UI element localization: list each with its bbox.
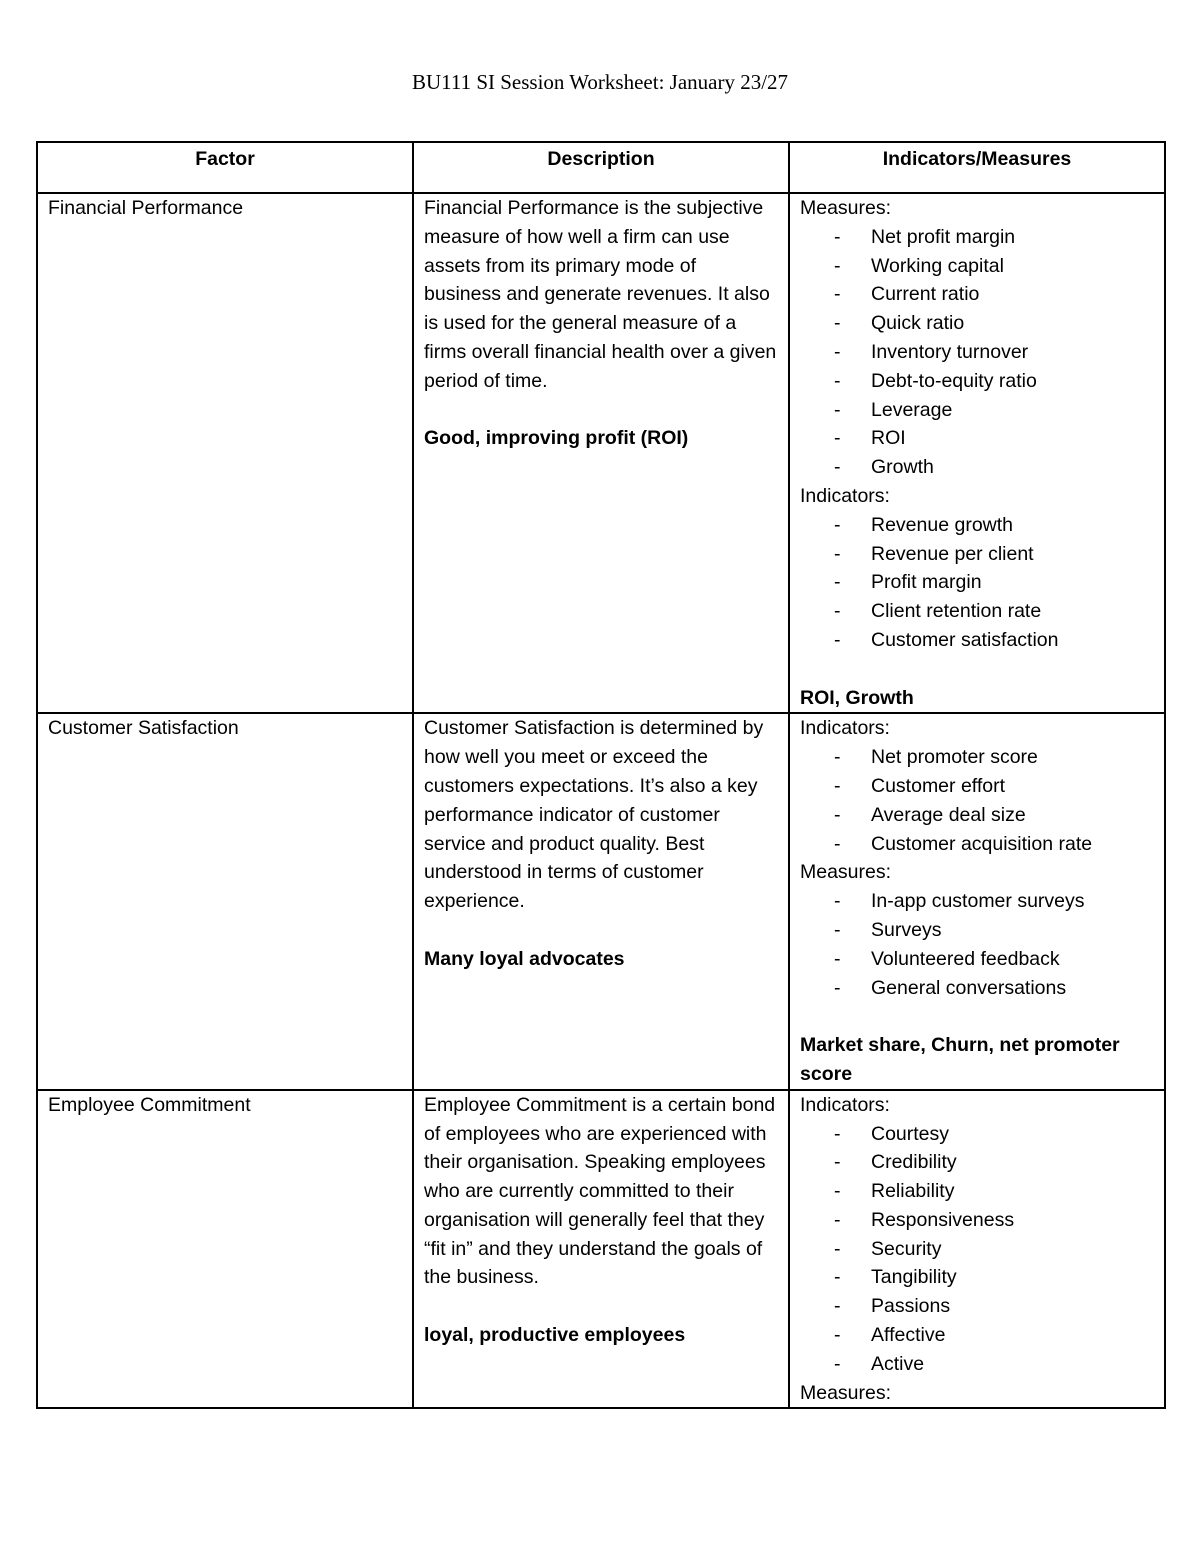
list-item: [800, 772, 1154, 801]
list-item-text: Revenue growth: [871, 513, 1014, 536]
list-item-text: Surveys: [871, 918, 942, 941]
list-item-text: Active: [871, 1352, 925, 1375]
dash-bullet-icon: -: [834, 1122, 841, 1145]
dash-bullet-icon: -: [834, 976, 841, 999]
list-item: [800, 1120, 1154, 1149]
list-item-text: Inventory turnover: [871, 340, 1029, 363]
factor-cell: [37, 713, 413, 1089]
list-item-text: Net promoter score: [871, 746, 1038, 769]
dash-bullet-icon: -: [834, 369, 841, 392]
dash-bullet-icon: -: [834, 1151, 841, 1174]
column-header-factor: Factor: [37, 142, 413, 193]
list-item: [800, 1350, 1154, 1379]
bullet-list: [800, 511, 1154, 655]
list-item-text: Revenue per client: [871, 542, 1034, 565]
list-item: [800, 338, 1154, 367]
table-row: [37, 1090, 1165, 1409]
column-header-description: Description: [413, 142, 789, 193]
list-item-text: Client retention rate: [871, 600, 1042, 623]
description-summary: loyal, productive employees: [424, 1324, 686, 1347]
dash-bullet-icon: -: [834, 254, 841, 277]
section-heading: Indicators:: [800, 484, 890, 507]
list-item: [800, 945, 1154, 974]
indicators-measures-cell: [789, 193, 1165, 713]
list-item-text: Customer acquisition rate: [871, 832, 1093, 855]
section-heading: Measures:: [800, 197, 892, 219]
factor-label: Financial Performance: [48, 197, 244, 219]
list-item: [800, 597, 1154, 626]
description-summary: Many loyal advocates: [424, 947, 625, 970]
list-item-text: Quick ratio: [871, 312, 965, 335]
list-item-text: In-app customer surveys: [871, 890, 1085, 913]
indicators-summary: Market share, Churn, net promoter score: [800, 1034, 1120, 1085]
dash-bullet-icon: -: [834, 803, 841, 826]
column-header-indicators-measures: Indicators/Measures: [789, 142, 1165, 193]
description-text: Customer Satisfaction is determined by how well you meet or exceed the customers expectations. It’s also a key performance indicator of customer service and product quality. Best understood in terms of customer experience.: [424, 717, 764, 913]
list-item: [800, 1292, 1154, 1321]
worksheet-table: [36, 141, 1166, 1409]
list-item: [800, 540, 1154, 569]
dash-bullet-icon: -: [834, 918, 841, 941]
list-item: [800, 568, 1154, 597]
dash-bullet-icon: -: [834, 1208, 841, 1231]
list-item-text: Profit margin: [871, 571, 982, 594]
list-item-text: Reliability: [871, 1180, 955, 1203]
bullet-list: [800, 743, 1154, 858]
description-cell: [413, 193, 789, 713]
dash-bullet-icon: -: [834, 890, 841, 913]
table-row: [37, 713, 1165, 1089]
list-item-text: Customer effort: [871, 774, 1006, 797]
list-item: [800, 396, 1154, 425]
list-item: [800, 252, 1154, 281]
dash-bullet-icon: -: [834, 398, 841, 421]
description-cell: [413, 1090, 789, 1409]
section-heading: Measures:: [800, 861, 892, 884]
list-item: [800, 424, 1154, 453]
list-item: [800, 1321, 1154, 1350]
bullet-list: [800, 223, 1154, 482]
list-item: [800, 1177, 1154, 1206]
list-item-text: General conversations: [871, 976, 1067, 999]
list-item: [800, 1235, 1154, 1264]
list-item-text: Tangibility: [871, 1266, 957, 1289]
list-item-text: Courtesy: [871, 1122, 950, 1145]
list-item: [800, 1263, 1154, 1292]
list-item-text: Responsiveness: [871, 1208, 1015, 1231]
dash-bullet-icon: -: [834, 1237, 841, 1260]
dash-bullet-icon: -: [834, 1266, 841, 1289]
dash-bullet-icon: -: [834, 600, 841, 623]
list-item-text: Growth: [871, 456, 934, 479]
dash-bullet-icon: -: [834, 746, 841, 769]
list-item-text: Volunteered feedback: [871, 947, 1060, 970]
dash-bullet-icon: -: [834, 225, 841, 248]
dash-bullet-icon: -: [834, 312, 841, 335]
indicators-measures-cell: [789, 713, 1165, 1089]
dash-bullet-icon: -: [834, 774, 841, 797]
section-heading: Measures:: [800, 1381, 892, 1404]
dash-bullet-icon: -: [834, 628, 841, 651]
indicators-summary: ROI, Growth: [800, 686, 914, 709]
bullet-list: [800, 1120, 1154, 1379]
factor-label: Customer Satisfaction: [48, 717, 239, 740]
list-item: [800, 1148, 1154, 1177]
bullet-list: [800, 887, 1154, 1002]
factor-cell: [37, 1090, 413, 1409]
list-item: [800, 743, 1154, 772]
dash-bullet-icon: -: [834, 1180, 841, 1203]
list-item: [800, 223, 1154, 252]
list-item: [800, 1206, 1154, 1235]
dash-bullet-icon: -: [834, 283, 841, 306]
description-text: Employee Commitment is a certain bond of employees who are experienced with their organisation. Speaking employees who are currently committed to their organisation will generally feel that they “fit in” and they understand the goals of the business.: [424, 1093, 776, 1289]
dash-bullet-icon: -: [834, 456, 841, 479]
list-item-text: Debt-to-equity ratio: [871, 369, 1037, 392]
list-item: [800, 280, 1154, 309]
page-title: BU111 SI Session Worksheet: January 23/27: [411, 70, 789, 94]
table-header-row: [37, 142, 1165, 193]
list-item: [800, 830, 1154, 859]
list-item: [800, 367, 1154, 396]
description-cell: [413, 713, 789, 1089]
list-item: [800, 309, 1154, 338]
dash-bullet-icon: -: [834, 513, 841, 536]
dash-bullet-icon: -: [834, 947, 841, 970]
section-heading: Indicators:: [800, 1093, 890, 1116]
list-item: [800, 801, 1154, 830]
list-item-text: Customer satisfaction: [871, 628, 1059, 651]
factor-label: Employee Commitment: [48, 1093, 251, 1116]
list-item-text: Current ratio: [871, 283, 980, 306]
list-item: [800, 453, 1154, 482]
list-item-text: Passions: [871, 1295, 951, 1318]
dash-bullet-icon: -: [834, 542, 841, 565]
dash-bullet-icon: -: [834, 340, 841, 363]
list-item-text: Working capital: [871, 254, 1004, 277]
list-item: [800, 887, 1154, 916]
list-item-text: Leverage: [871, 398, 953, 421]
list-item-text: Average deal size: [871, 803, 1026, 826]
list-item: [800, 974, 1154, 1003]
dash-bullet-icon: -: [834, 1295, 841, 1318]
list-item: [800, 916, 1154, 945]
list-item-text: Net profit margin: [871, 225, 1016, 248]
dash-bullet-icon: -: [834, 832, 841, 855]
list-item-text: Credibility: [871, 1151, 957, 1174]
list-item: [800, 511, 1154, 540]
section-heading: Indicators:: [800, 717, 890, 740]
dash-bullet-icon: -: [834, 1352, 841, 1375]
dash-bullet-icon: -: [834, 571, 841, 594]
list-item-text: Affective: [871, 1324, 946, 1347]
dash-bullet-icon: -: [834, 427, 841, 450]
description-text: Financial Performance is the subjective measure of how well a firm can use assets from its primary mode of business and generate revenues. It also is used for the general measure of a firms overall financial health over a given period of time.: [424, 197, 777, 392]
list-item: [800, 626, 1154, 655]
indicators-measures-cell: [789, 1090, 1165, 1409]
table-row: [37, 193, 1165, 713]
factor-cell: [37, 193, 413, 713]
list-item-text: ROI: [871, 427, 906, 450]
list-item-text: Security: [871, 1237, 942, 1260]
description-summary: Good, improving profit (ROI): [424, 427, 689, 450]
dash-bullet-icon: -: [834, 1324, 841, 1347]
